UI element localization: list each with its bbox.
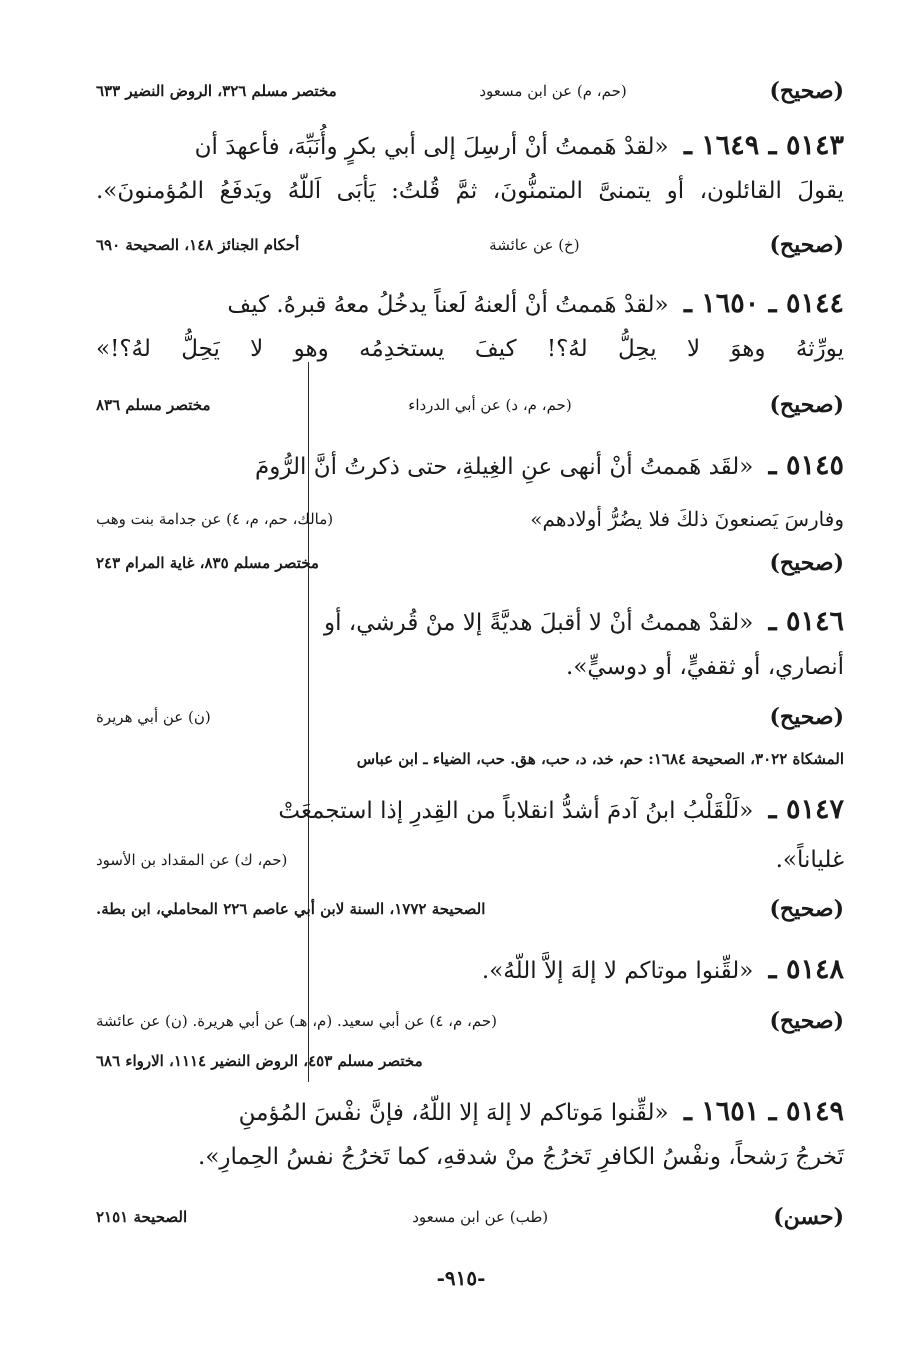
references: مختصر مسلم ٨٣٦	[96, 396, 211, 414]
references: أحكام الجنائز ١٤٨، الصحيحة ٦٩٠	[96, 236, 300, 254]
references-line	[96, 744, 844, 774]
references: الصحيحة ٢١٥١	[96, 1208, 188, 1226]
hadith-5146	[96, 600, 844, 689]
entry-meta	[96, 228, 844, 262]
hadith-number: ٥١٤٨ ـ	[768, 954, 844, 985]
grade: (صحيح)	[769, 78, 844, 104]
grade: (صحيح)	[769, 392, 844, 418]
hadith-number: ٥١٤٥ ـ	[768, 450, 844, 481]
hadith-5145	[96, 444, 844, 489]
sources: (مالك، حم، م، ٤) عن جدامة بنت وهب	[96, 510, 334, 528]
grade: (صحيح)	[769, 550, 844, 576]
hadith-number: ٥١٤٦ ـ	[768, 606, 844, 637]
hadith-text-line2: يورِّثهُ وهوَ لا يحِلُّ لهُ؟! كيفَ يستخدِمُه وهو لا يَحِلُّ لهُ؟!»	[96, 336, 844, 362]
references: مختصر مسلم ٤٥٣، الروض النضير ١١١٤، الارواء ٦٨٦	[96, 1052, 423, 1070]
sources: (حم، ك) عن المقداد بن الأسود	[96, 851, 288, 869]
page-number: -٩١٥-	[436, 1266, 486, 1290]
hadith-5143	[96, 124, 844, 213]
hadith-text-line2: يقولَ القائلون، أو يتمنىَّ المتمنُّونَ، ثمَّ قُلتُ: يَأبَى اَللّهُ ويَدفَعُ المُؤمنونَ».	[96, 178, 844, 204]
sources: (حم، م، ٤) عن أبي سعيد. (م، هـ) عن أبي هريرة. (ن) عن عائشة	[96, 1012, 497, 1030]
grade: (حسن)	[773, 1204, 844, 1230]
entry-meta	[96, 388, 844, 422]
sources: (ن) عن أبي هريرة	[96, 708, 211, 726]
hadith-text-line1: «لقدْ هَممتُ أنْ ألعنهُ لَعناً يدخُلُ معهُ قبرهُ. كيف	[227, 292, 669, 318]
references: الصحيحة ١٧٧٢، السنة لابن أبي عاصم ٢٢٦ المحاملي، ابن بطة.	[96, 900, 486, 918]
hadith-text-line1: «لقدْ هممتُ أنْ لا أقبلَ هديَّةً إلا منْ قُرشي، أو	[324, 610, 754, 636]
hadith-number: ٥١٤٧ ـ	[768, 794, 844, 825]
hadith-5148	[96, 948, 844, 993]
hadith-text-line1: «لقِّنوا موتاكم لا إلهَ إلاَّ اللّهُ».	[481, 958, 754, 984]
hadith-text-line1: «لقِّنوا مَوتاكم لا إلهَ إلا اللّهُ، فإنَّ نفْسَ المُؤمنِ	[238, 1100, 669, 1126]
hadith-number: ٥١٤٩ ـ ١٦٥١ ـ	[683, 1096, 844, 1127]
hadith-text-line1: «لَلْقَلْبُ ابنُ آدمَ أشدُّ انقلاباً من القِدرِ إذا استجمعَتْ	[278, 798, 754, 824]
entry-meta	[96, 546, 844, 580]
references: مختصر مسلم ٣٢٦، الروض النضير ٦٣٣	[96, 82, 337, 100]
hadith-text-line2: وفارسَ يَصنعونَ ذلكَ فلا يضُرُّ أولادهم»	[530, 507, 844, 531]
hadith-5147	[96, 788, 844, 833]
grade: (صحيح)	[769, 704, 844, 730]
hadith-5145-line2	[96, 500, 844, 538]
hadith-number: ٥١٤٤ ـ ١٦٥٠ ـ	[683, 288, 844, 319]
sources: (طب) عن ابن مسعود	[412, 1208, 549, 1226]
sources: (حم، م) عن ابن مسعود	[479, 82, 627, 100]
hadith-text-line1: «لقَد هَممتُ أنْ أنهى عنِ الغِيلةِ، حتى ذكرتُ أنَّ الرُّومَ	[255, 454, 754, 480]
entry-meta	[96, 700, 844, 734]
hadith-text-line2: أنصاري، أو ثقفيٍّ، أو دوسيٍّ».	[566, 654, 844, 680]
grade: (صحيح)	[769, 1008, 844, 1034]
grade: (صحيح)	[769, 232, 844, 258]
references-line	[96, 1046, 844, 1076]
hadith-text-line2: غلياناً».	[775, 847, 844, 873]
hadith-number: ٥١٤٣ ـ ١٦٤٩ ـ	[683, 130, 844, 161]
entry-meta	[96, 1004, 844, 1038]
references: مختصر مسلم ٨٣٥، غاية المرام ٢٤٣	[96, 554, 319, 572]
hadith-text-line1: «لقدْ هَممتُ أنْ أرسِلَ إلى أبي بكرٍ وأُنَبِّهَ، فأعهدَ أن	[194, 134, 669, 160]
entry-meta	[96, 1200, 844, 1234]
hadith-5147-line2	[96, 840, 844, 880]
entry-meta	[96, 892, 844, 926]
sources: (حم، م، د) عن أبي الدرداء	[408, 396, 572, 414]
grade: (صحيح)	[769, 896, 844, 922]
entry-meta	[96, 74, 844, 108]
hadith-5149	[96, 1090, 844, 1179]
hadith-5144	[96, 282, 844, 371]
references: المشكاة ٣٠٢٢، الصحيحة ١٦٨٤: حم، خد، د، حب، هق. حب، الضياء ـ ابن عباس	[356, 750, 844, 768]
sources: (خ) عن عائشة	[489, 236, 580, 254]
hadith-text-line2: تَخرجُ رَشحاً، ونفْسُ الكافرِ تَخرُجُ منْ شدقهِ، كما تَخرُجُ نفسُ الحِمارِ».	[198, 1144, 844, 1170]
